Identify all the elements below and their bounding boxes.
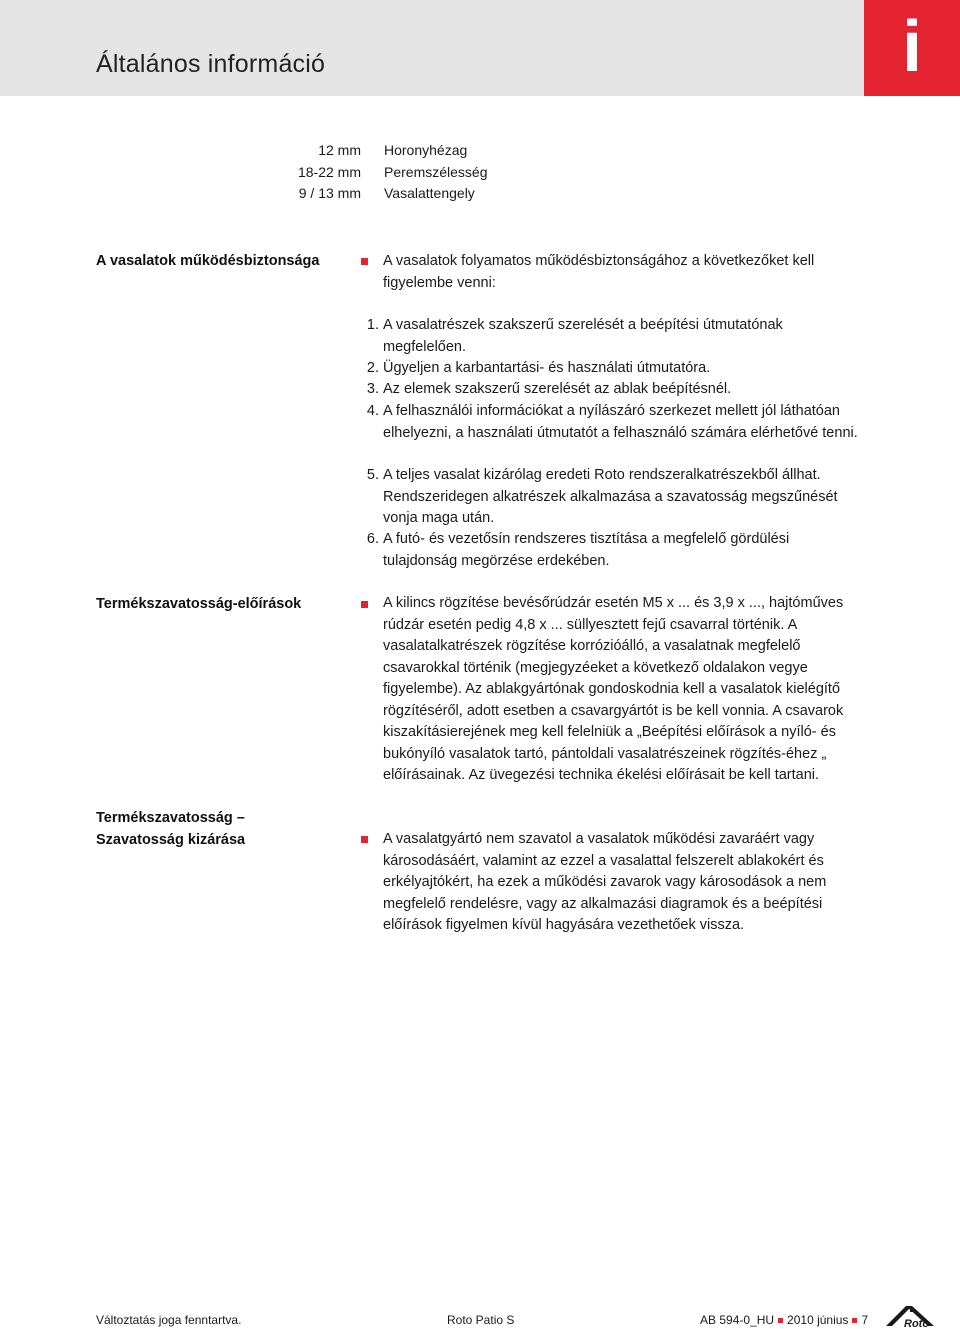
list-number: 2.	[366, 360, 379, 376]
warranty-rules-text: A kilincs rögzítése bevésőrúdzár esetén M5 x ... és 3,9 x ..., hajtóműves rúdzár esetén pedig 4,8 x ... süllyesztett fejű csavarral történik. A vasalatalkatrészek rögzítése korrózióálló, a vasalatnak megfelelő csavarokkal történik (megjegyzéeket a következő oldalakon vegye figyelembe). Az ablakgyártónak gondoskodnia kell a vasalatok kielégítő rögzítéséről, adott esetben a csavargyártót is be kell vonnia. A csavarok kiszakításierejének meg kell felelniük a „Beépítési előírások a nyíló- és bukónyíló vasalatok tartó, pántoldali vasalatrészeinek rögzítés-éhez „ előírásainak. Az üvegezési technika ékelési előírásait be kell tartani.	[383, 595, 844, 783]
dimension-label: Horonyhézag	[384, 142, 468, 158]
list-text: Az elemek szakszerű szerelését az ablak beépítésnél.	[383, 381, 732, 397]
dimension-value: 12 mm	[318, 142, 361, 158]
section-label-warranty-rules: Termékszavatosság-előírások	[96, 596, 302, 612]
dimension-value: 9 / 13 mm	[298, 185, 361, 201]
list-text: A vasalatrészek szakszerű szerelését a beépítési útmutatónak megfelelően.	[383, 317, 783, 355]
dimension-label: Peremszélesség	[384, 164, 488, 180]
bullet-marker	[361, 601, 368, 608]
bullet-marker	[361, 836, 368, 843]
list-text: A felhasználói információkat a nyílászáró szerkezet mellett jól láthatóan elhelyezni, a használati útmutatót a felhasználó számára elérhetővé tenni.	[383, 403, 858, 441]
footer-right	[700, 1313, 868, 1327]
list-number: 1.	[366, 317, 379, 333]
page-title: Általános információ	[96, 50, 326, 78]
list-number: 3.	[366, 381, 379, 397]
list-text: A teljes vasalat kizárólag eredeti Roto rendszeralkatrészekből állhat. Rendszeridegen alkatrészek alkalmazása a szavatosság megszűnését vonja maga után.	[383, 467, 838, 526]
warranty-exclusion-text: A vasalatgyártó nem szavatol a vasalatok működési zavaráért vagy károsodásáért, valamint az ezzel a vasalattal felszerelt ablakokért és erkélyajtókért, ha ezek a működési zavarok vagy károsodások a nem megfelelő rendelésre, vagy az alkalmazási diagramok és a beépítési előírások figyelmen kívül hagyására vezethetőek vissza.	[383, 831, 827, 933]
list-number: 6.	[366, 531, 379, 547]
dimension-label: Vasalattengely	[384, 185, 475, 201]
section-label-line: Termékszavatosság –	[96, 810, 245, 826]
footer-left: Változtatás joga fenntartva.	[96, 1313, 242, 1327]
info-icon: i	[901, 7, 922, 87]
footer-center: Roto Patio S	[447, 1313, 515, 1327]
safety-intro: A vasalatok folyamatos működésbiztonságához a következőket kell figyelembe venni:	[383, 253, 815, 291]
doc-code: AB 594-0_HU	[700, 1313, 775, 1327]
separator-square-icon	[852, 1318, 857, 1323]
logo-text: Roto	[904, 1318, 930, 1328]
header-band	[0, 0, 864, 96]
info-badge	[864, 0, 960, 96]
page-number: 7	[861, 1313, 869, 1327]
section-label-warranty-exclusion	[96, 808, 245, 851]
section-label-line: Szavatosság kizárása	[96, 831, 246, 848]
section-label-safety: A vasalatok működésbiztonsága	[96, 253, 320, 269]
list-number: 5.	[366, 467, 379, 483]
list-text: A futó- és vezetősín rendszeres tisztítása a megfelelő gördülési tulajdonság megörzése erdekében.	[383, 531, 790, 569]
roto-logo	[884, 1302, 938, 1328]
list-number: 4.	[366, 403, 379, 419]
separator-square-icon	[778, 1318, 783, 1323]
dimension-value: 18-22 mm	[297, 164, 361, 180]
bullet-marker	[361, 258, 368, 265]
list-text: Ügyeljen a karbantartási- és használati útmutatóra.	[383, 360, 711, 376]
doc-date: 2010 június	[787, 1313, 849, 1327]
